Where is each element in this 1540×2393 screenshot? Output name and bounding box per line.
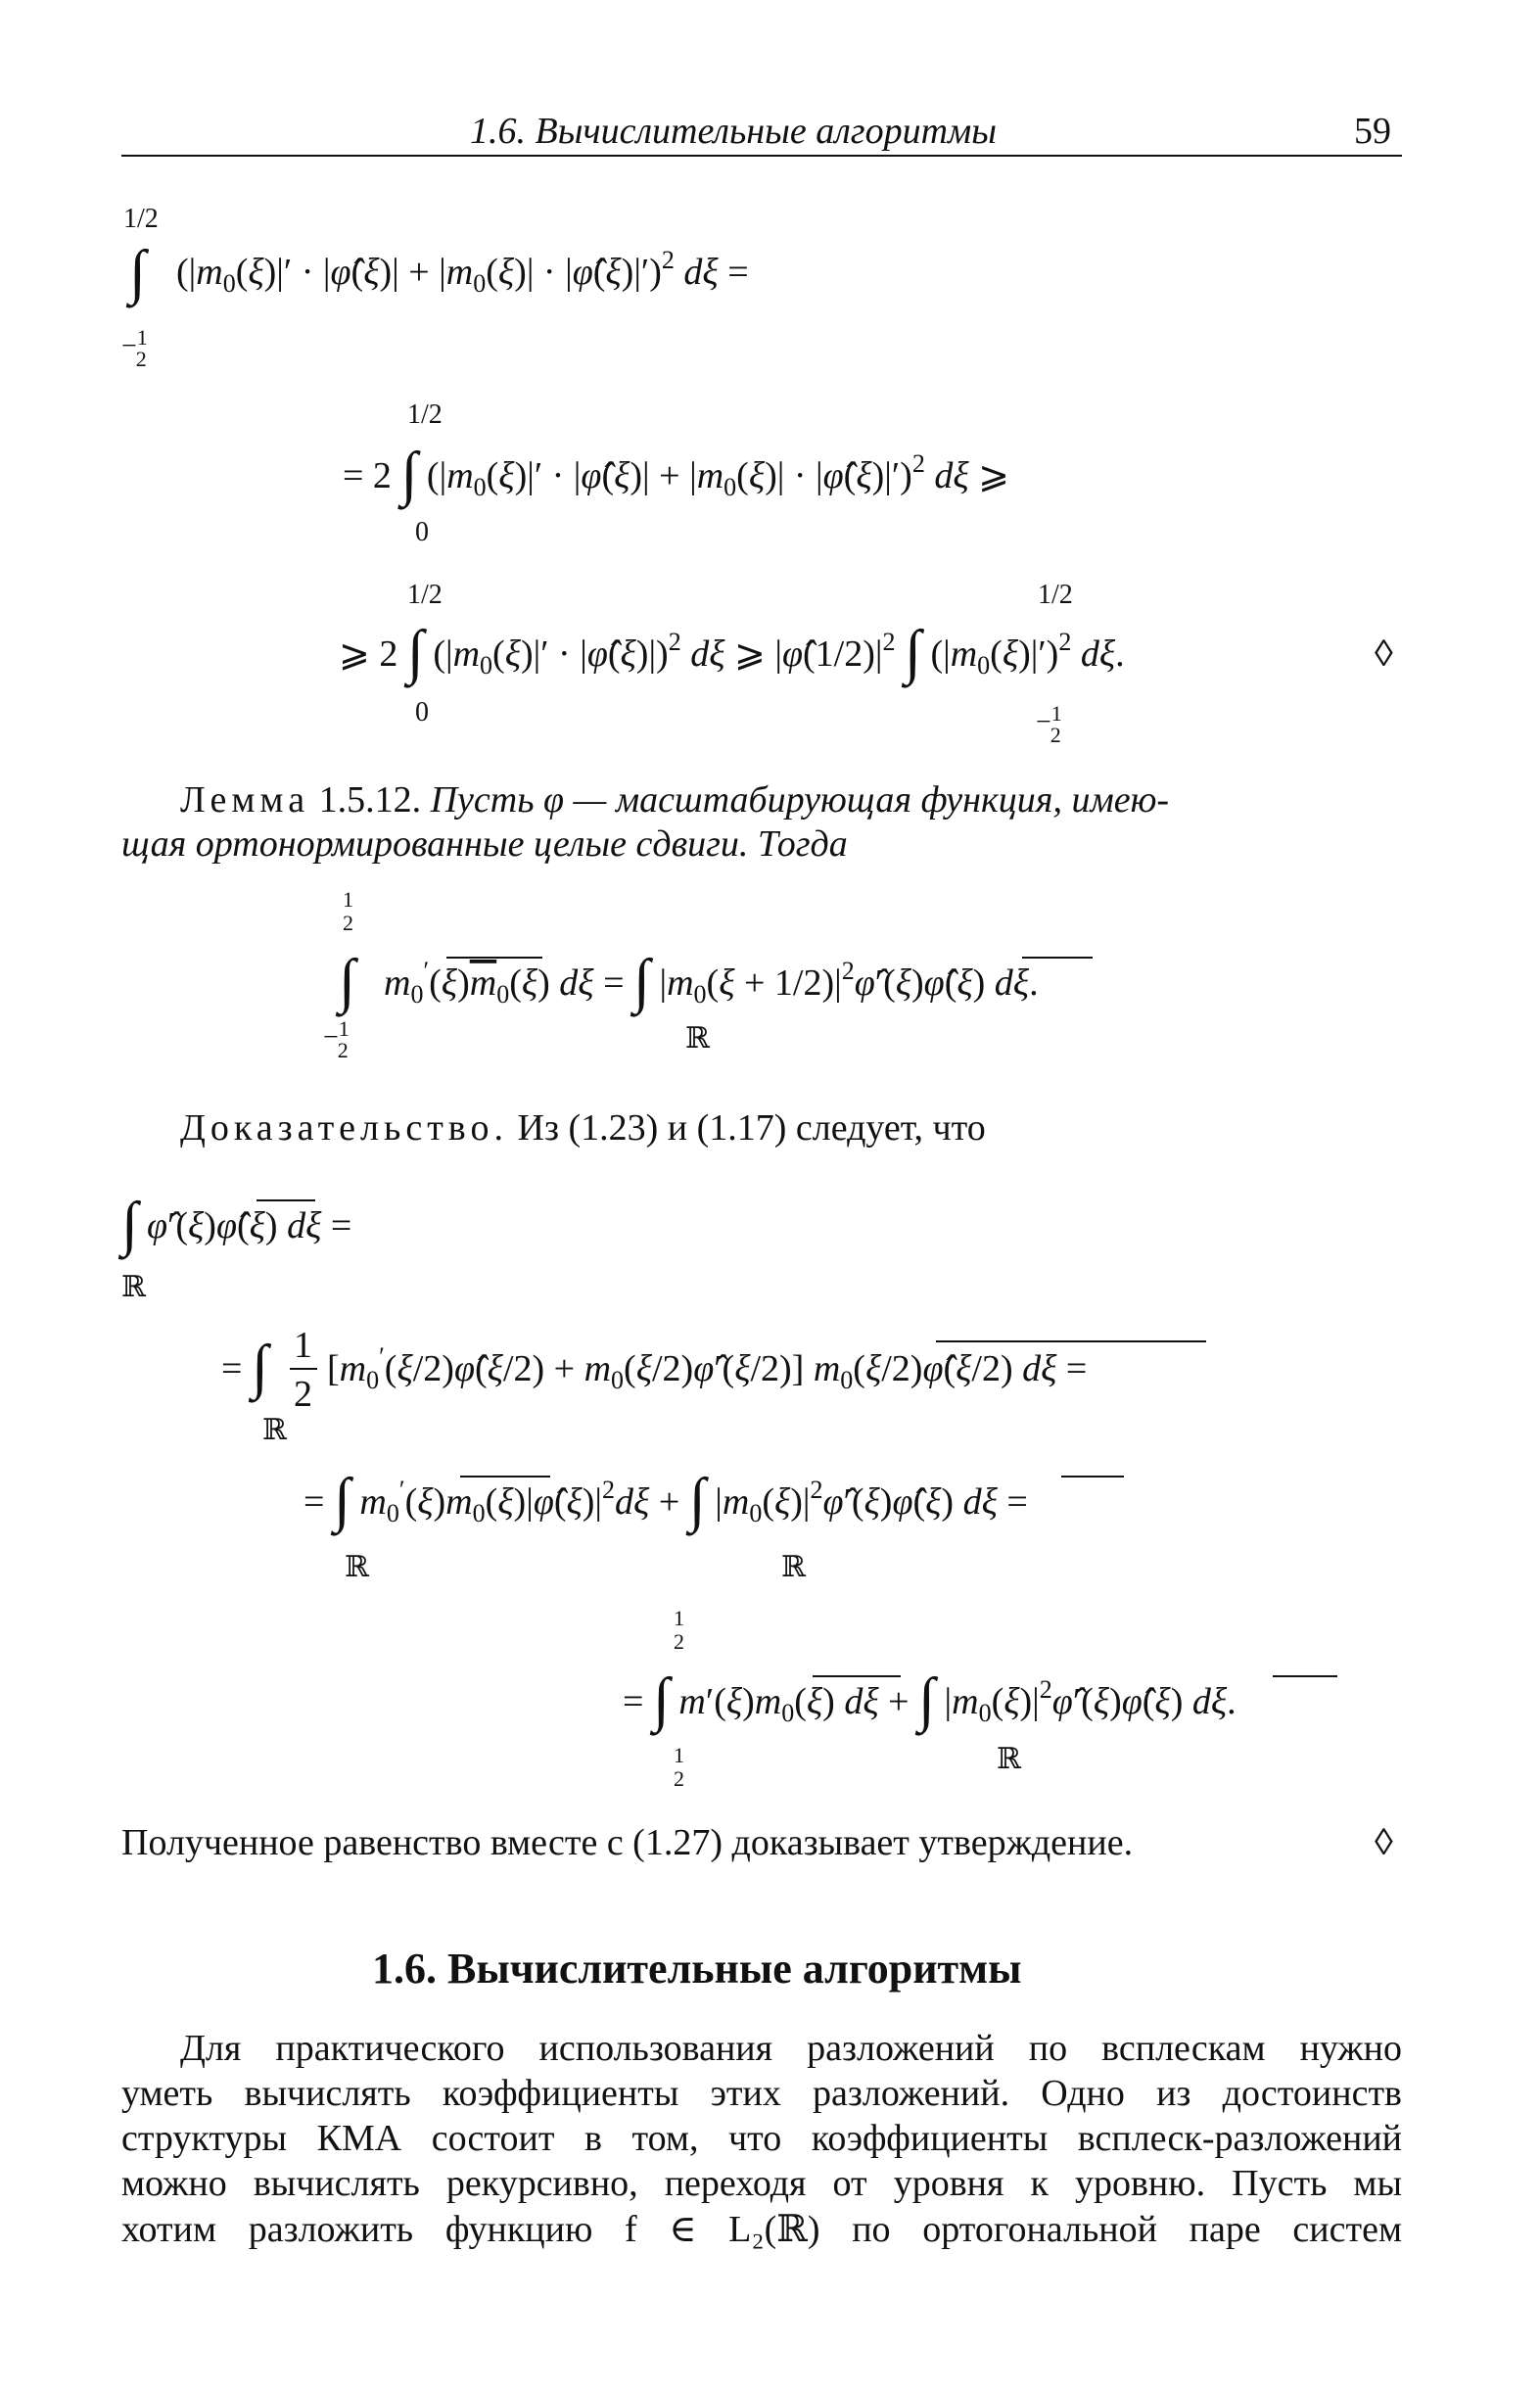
integrand-2: = 2 ∫ ($|m_0(\xi)|'$ · |φ̂(ξ)| + $|m_0(\xi)|$ · |φ̂(ξ)|′)$^2$ dξ ⩾ xyxy=(343,441,1009,507)
lemma-statement-1: Пусть φ — масштабирующая функция, имею- xyxy=(430,779,1170,821)
integral-domain: ℝ xyxy=(997,1743,1021,1775)
lemma-label: Лемма xyxy=(180,779,310,821)
page-number: 59 xyxy=(1354,111,1391,152)
paragraph-line: можно вычислять рекурсивно, переходя от уровня к уровню. Пусть мы xyxy=(121,2163,1402,2204)
equation-2 xyxy=(343,399,1009,547)
integral-sign: ∫ xyxy=(121,1191,138,1257)
svg-text:2: 2 xyxy=(343,911,353,935)
proof-equation-4 xyxy=(623,1606,1337,1791)
proof-equation-2 xyxy=(221,1325,1206,1446)
proof-integrand-2: = ∫ xyxy=(221,1334,268,1400)
svg-text:[m0′(ξ/2)φ̂(ξ/2) + m0(ξ/2)φ̂′(: [$m_0'(\xi/2)\varphî(\xi/2)$ + $m_0(\xi/2)\varphî'(\xi/2)$] $m_0(\xi/2)\varphî(\xi/2) d\xi$ = xyxy=(327,1342,1088,1394)
integral-upper-limit-a: 1/2 xyxy=(407,580,443,610)
lemma-statement-2: щая ортонормированные целые сдвиги. Тогда xyxy=(121,823,848,865)
equation-1 xyxy=(121,204,749,371)
integral-lower-limit: −$^1$ 2 xyxy=(323,1016,350,1062)
integral-upper-limit: 1 xyxy=(674,1606,684,1630)
svg-text:2: 2 xyxy=(674,1629,684,1654)
integral-upper-limit-b: 1/2 xyxy=(1038,580,1073,610)
half-numerator: 1 xyxy=(294,1325,312,1366)
proof-integrand-1: φ̂′(ξ)φ̂(ξ) dξ = xyxy=(147,1205,352,1246)
running-header-title: 1.6. Вычислительные алгоритмы xyxy=(470,111,998,152)
integral-lower-limit-b: −$^1$ 2 xyxy=(1036,701,1062,747)
integrand-3: ⩾ 2 ∫ ($|m_0(\xi)|'$ · |φ̂(ξ)|)$^2$ dξ ⩾ $|\varphî(1/2)|^2$ ∫ $(|m_0(\xi)|')^2$ dξ. xyxy=(339,619,1125,685)
qed-symbol-eq3: ◊ xyxy=(1375,633,1393,675)
paragraph-line: уметь вычислять коэффициенты этих разложений. Одно из достоинств xyxy=(121,2073,1402,2114)
proof-conclusion: Полученное равенство вместе с (1.27) доказывает утверждение. xyxy=(121,1822,1134,1863)
integrand-1: ($|m_0(\xi)|'$ · |φ̂(ξ)| + $|m_0(\xi)|$ · |φ̂(ξ)|′)$^2$ dξ = xyxy=(176,246,749,298)
integral-domain: ℝ xyxy=(262,1414,287,1446)
equation-3 xyxy=(339,580,1393,747)
integral-domain-b: ℝ xyxy=(781,1551,806,1583)
integral-domain-a: ℝ xyxy=(345,1551,369,1583)
integral-upper-limit: 1 xyxy=(343,887,353,912)
paragraph-line: структуры КМА состоит в том, что коэффициенты всплеск-разложений xyxy=(121,2118,1402,2159)
integral-upper-limit: 1/2 xyxy=(123,204,159,234)
paragraph-line: хотим разложить функцию f ∈ L₂(ℝ) по ортогональной паре систем xyxy=(121,2209,1402,2250)
qed-symbol: ◊ xyxy=(1375,1822,1393,1863)
integral-domain: ℝ xyxy=(121,1271,146,1303)
lemma-number: 1.5.12. xyxy=(318,779,422,821)
lemma-integrand: $m_0'(\xi)m_0(\xi) d\xi$ = ∫ $|m_0(\xi$ + $1/2)|^2\varphî'(\xi)\varphî(\xi)$ dξ. xyxy=(384,948,1039,1014)
integral-lower-limit-a: 0 xyxy=(415,697,429,727)
integral-domain: ℝ xyxy=(685,1022,710,1055)
integral-sign: ∫ xyxy=(129,239,146,305)
integral-sign: ∫ xyxy=(339,948,355,1014)
proof-integrand-4: = ∫ $m'(\xi)m_0(\xi) d\xi$ + ∫ $|m_0(\xi)|^2\varphî'(\xi)\varphî(\xi)$ dξ. xyxy=(623,1666,1237,1733)
svg-text:2: 2 xyxy=(674,1766,684,1791)
proof-equation-3 xyxy=(303,1467,1124,1583)
half-denominator: 2 xyxy=(294,1374,312,1415)
proof-intro-line xyxy=(180,1106,986,1150)
integral-lower-limit: 1 xyxy=(674,1743,684,1767)
proof-integrand-3: = ∫ $m_0'(\xi)m_0(\xi)|\varphî(\xi)|^2d\xi$ + ∫ $|m_0(\xi)|^2\varphî'(\xi)\varphî(\xi) d\xi$ = xyxy=(303,1467,1028,1533)
integral-upper-limit: 1/2 xyxy=(407,399,443,430)
proof-label: Доказательство. xyxy=(180,1107,508,1149)
section-heading: 1.6. Вычислительные алгоритмы xyxy=(372,1945,1022,1993)
proof-equation-1 xyxy=(117,1191,351,1303)
proof-intro: Из (1.23) и (1.17) следует, что xyxy=(517,1107,986,1149)
integral-lower-limit: 0 xyxy=(415,517,429,547)
paragraph-line: Для практического использования разложений по всплескам нужно xyxy=(180,2028,1402,2069)
integral-lower-limit: −$^1$ 2 xyxy=(121,325,148,371)
lemma-equation xyxy=(323,887,1093,1062)
lemma-line-1 xyxy=(180,778,1169,821)
